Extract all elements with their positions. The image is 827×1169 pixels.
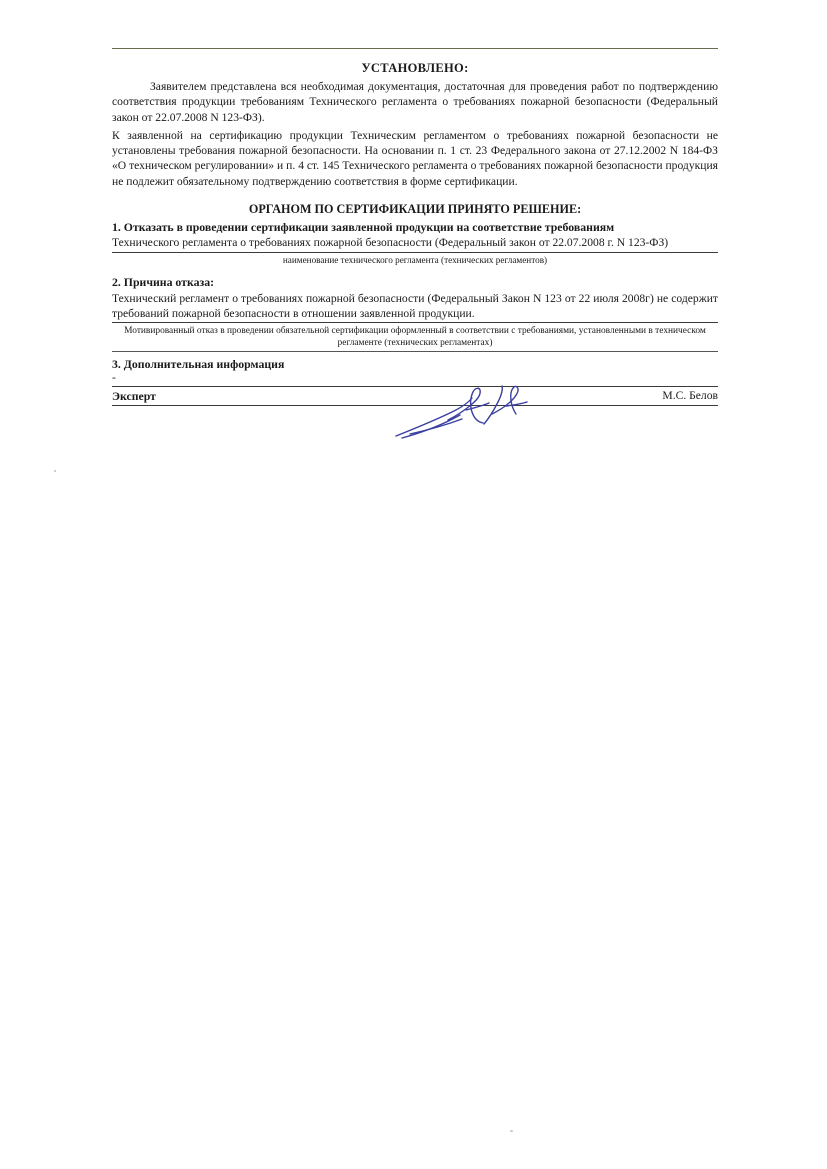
decision-item-3-value: - [112,370,116,384]
decision-item-2-title: 2. Причина отказа: [112,275,215,290]
decision-item-3-underline [112,386,718,387]
established-paragraph-2: К заявленной на сертификацию продукции Техническим регламентом о требованиях пожарной безопасности не установлены требования пожарной безопасности. На основании п. 1 ст. 23 Федерального закона от 27.12.2002 N 184-ФЗ «О техническом регулировании» и п. 4 ст. 145 Технического регламента о требованиях пожарной безопасности продукция не подлежит обязательному подтверждению соответствия в форме сертификации. [112,128,718,188]
decision-item-1-caption: наименование технического регламента (технических регламентов) [282,254,548,265]
scan-speck [510,1130,513,1132]
section-established-heading: УСТАНОВЛЕНО: [361,61,469,75]
document-body [112,48,718,452]
signature-row [112,389,718,404]
established-paragraph-1: Заявителем представлена вся необходимая документация, достаточная для проведения работ по подтверждению соответствия продукции требованиям Технического регламента о требованиях пожарной безопасности (Федеральный закон от 22.07.2008 N 123-ФЗ). [112,80,718,124]
decision-item-3-title: 3. Дополнительная информация [112,356,285,371]
decision-item-1-title: 1. Отказать в проведении сертификации заявленной продукции на соответствие требованиям [112,220,615,235]
signature-area [112,408,718,452]
signature-underline [112,405,718,406]
decision-item-2-value: Технический регламент о требованиях пожарной безопасности (Федеральный Закон N 123 от 22 июля 2008г) не содержит требований пожарной безопасности в отношении заявленной продукции. [112,291,718,320]
decision-item-2-caption: Мотивированный отказ в проведении обязательной сертификации оформленный в соответствии с требованиями, установленными в техническом регламенте (технических регламентах) [124,326,706,349]
decision-item-1-value: Технического регламента о требованиях пожарной безопасности (Федеральный закон от 22.07.2008 г. N 123-ФЗ) [112,236,669,250]
section-decision-heading: ОРГАНОМ ПО СЕРТИФИКАЦИИ ПРИНЯТО РЕШЕНИЕ: [248,202,582,217]
signature-role-label: Эксперт [112,388,156,403]
decision-item-2-caption-underline [112,351,718,352]
scan-speck [54,470,56,472]
signature-name: М.С. Белов [662,388,718,402]
decision-item-2-underline [112,322,718,323]
decision-item-1-underline [112,252,718,253]
top-divider [112,48,718,49]
